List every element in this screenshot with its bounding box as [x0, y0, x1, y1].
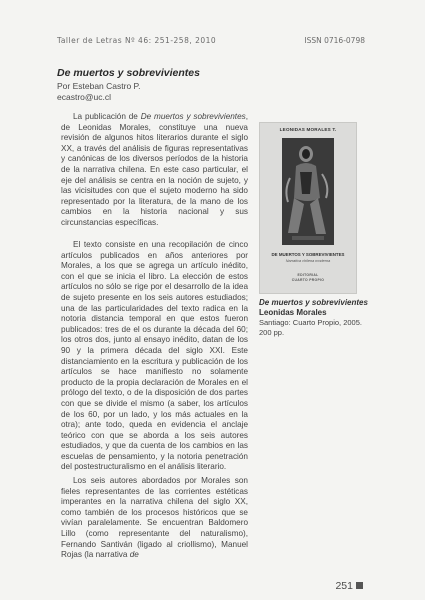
page-number	[335, 580, 363, 592]
book-cover-image	[259, 122, 357, 294]
book-caption	[259, 298, 379, 337]
paragraph-2	[61, 240, 248, 473]
cover-header	[260, 123, 356, 135]
paragraph-2-text: El texto consiste en una recopilación de cinco artículos publicados en años anteriores por Morales, a los que se agrega un artículo inédito, con el que se inicia el libro. La elección de estos artículos no sólo se rige por el desarrollo de la idea de sujeto presente en los seis autores estudiados; una de las particularidades del texto radica en la notoria distancia temporal en que estos fueron publicados: tres de el os durante la década del 60; los otros dos, junto al ensayo inédito, datan de los 90 y la primera década del siglo XXI. Este distanciamiento en la escritura y publicación de los artículos se hace manifiesto no solamente producto de la propia declaración de Morales en el prólogo del texto, o de la disposición de dos partes con que se divide el mismo (a saber, los artículos de los 60, por un lado, y los más actuales en la otra); ante todo, queda en evidencia el anclaje teórico con que se aborda a los seis autores estudiados, y que da cuenta de los cambios en las escuelas de pensamiento, y la notoria penetración del postestructuralismo en el análisis literario.	[61, 240, 248, 472]
paragraph-3-text: Los seis autores abordados por Morales son fieles representantes de las corrientes estéticas imperantes en la narrativa chilena del siglo XX, como también de los procesos históricos que se vivían paralelamente. Se encuentran Baldomero Lillo (como representante del naturalismo), Fernando Santiván (ligado al criollismo), Manuel Rojas (la narrativa	[61, 476, 248, 560]
paragraph-3	[61, 476, 248, 561]
issn: ISSN 0716-0798	[304, 36, 365, 45]
article-title: De muertos y sobrevivientes	[57, 67, 200, 79]
caption-pages: 200 pp.	[259, 327, 285, 337]
cover-publisher-line2: CUARTO PROPIO	[291, 278, 325, 282]
author-email[interactable]: ecastro@uc.cl	[57, 92, 111, 102]
running-header	[57, 36, 365, 48]
caption-author: Leonidas Morales	[259, 308, 327, 317]
page-number-text: 251	[335, 580, 353, 592]
cover-publisher-line1: EDITORIAL	[297, 273, 319, 277]
journal-citation: Taller de Letras Nº 46: 251-258, 2010	[57, 36, 217, 45]
square-marker-icon	[356, 582, 363, 589]
cover-title: DE MUERTOS Y SOBREVIVIENTES	[271, 252, 345, 257]
paragraph-1	[61, 112, 248, 229]
caption-title: De muertos y sobrevivientes	[259, 298, 368, 307]
paragraph-3-italic: de	[129, 550, 139, 560]
paragraph-1-text-a: La publicación de	[73, 112, 141, 121]
cover-figure-illustration	[282, 138, 334, 245]
cover-author: LEONIDAS MORALES T.	[279, 127, 337, 132]
caption-publication: Santiago: Cuarto Propio, 2005.	[259, 318, 362, 327]
cover-subtitle: Narrativa chilena moderna	[285, 259, 331, 263]
article-author: Por Esteban Castro P.	[57, 81, 141, 91]
cover-artwork	[282, 138, 334, 245]
paragraph-1-book-title: De muertos y sobrevivientes	[140, 112, 246, 121]
paragraph-1-text-b: , de Leonidas Morales, constituye una nueva revisión de algunos hitos literarios durante el siglo XX, a través del análisis de figuras representativas y canónicas de los diversos períodos de la historia de la narrativa chilena. En este caso particular, el eje del análisis se centra en la noción de sujeto, y las vicisitudes con que el sujeto moderno ha sido representado por la literatura, de la mano de los cambios en la historia nacional y sus circunstancias específicas.	[61, 112, 248, 227]
